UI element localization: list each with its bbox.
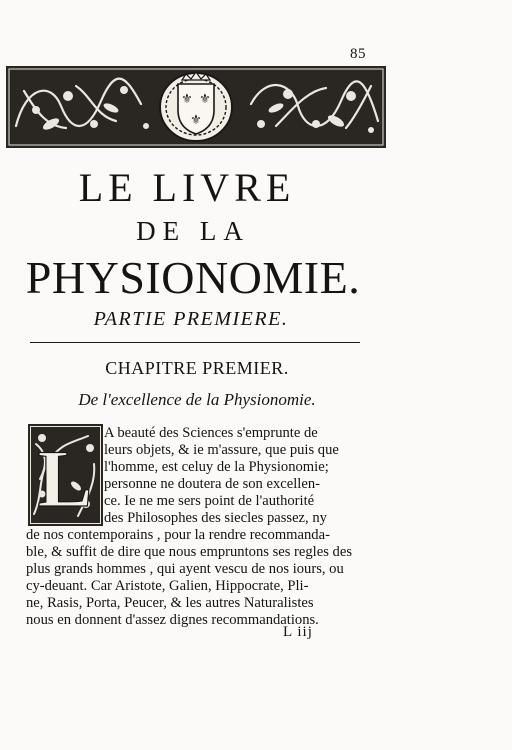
text-line: A beauté des Sciences s'emprunte de: [104, 425, 318, 441]
drop-cap-ornament: [28, 424, 103, 526]
book-title-line-2: DE LA: [136, 216, 250, 246]
text-line: de nos contemporains , pour la rendre recommanda-: [26, 527, 330, 543]
text-line: leurs objets, & ie m'assure, que puis que: [104, 442, 339, 458]
text-line: personne ne doutera de son excellen-: [104, 476, 320, 492]
text-line: ble, & suffit de dire que nous empruntons ses regles des: [26, 544, 353, 560]
text-line: cy-deuant. Car Aristote, Galien, Hippocrate, Pli-: [26, 578, 309, 594]
divider-rule: [30, 342, 360, 343]
page-number: 85: [350, 46, 366, 62]
text-line: ne, Rasis, Porta, Peucer, & les autres Naturalistes: [26, 595, 314, 611]
chapter-heading: CHAPITRE PREMIER.: [105, 358, 289, 378]
signature-mark: L iij: [283, 624, 313, 640]
part-title: PARTIE PREMIERE.: [93, 308, 289, 330]
coat-of-arms-icon: [160, 72, 232, 141]
text-line: des Philosophes des siecles passez, ny: [104, 510, 327, 526]
ornamental-headpiece: [6, 66, 386, 148]
text-line: l'homme, est celuy de la Physionomie;: [104, 459, 329, 475]
chapter-subtitle: De l'excellence de la Physionomie.: [78, 390, 316, 409]
svg-text:⚜: ⚜: [199, 92, 211, 107]
drop-cap-letter: L: [37, 433, 93, 524]
svg-text:⚜: ⚜: [190, 113, 202, 128]
svg-text:⚜: ⚜: [181, 92, 193, 107]
book-title-line-3: PHYSIONOMIE.: [25, 252, 361, 303]
book-title-line-1: LE LIVRE: [78, 165, 296, 210]
text-line: plus grands hommes , qui ayent vescu de nos iours, ou: [26, 561, 344, 577]
text-line: ce. Ie ne me sers point de l'authorité: [104, 493, 315, 509]
text-line: nous en donnent d'assez dignes recommandations.: [26, 612, 319, 628]
